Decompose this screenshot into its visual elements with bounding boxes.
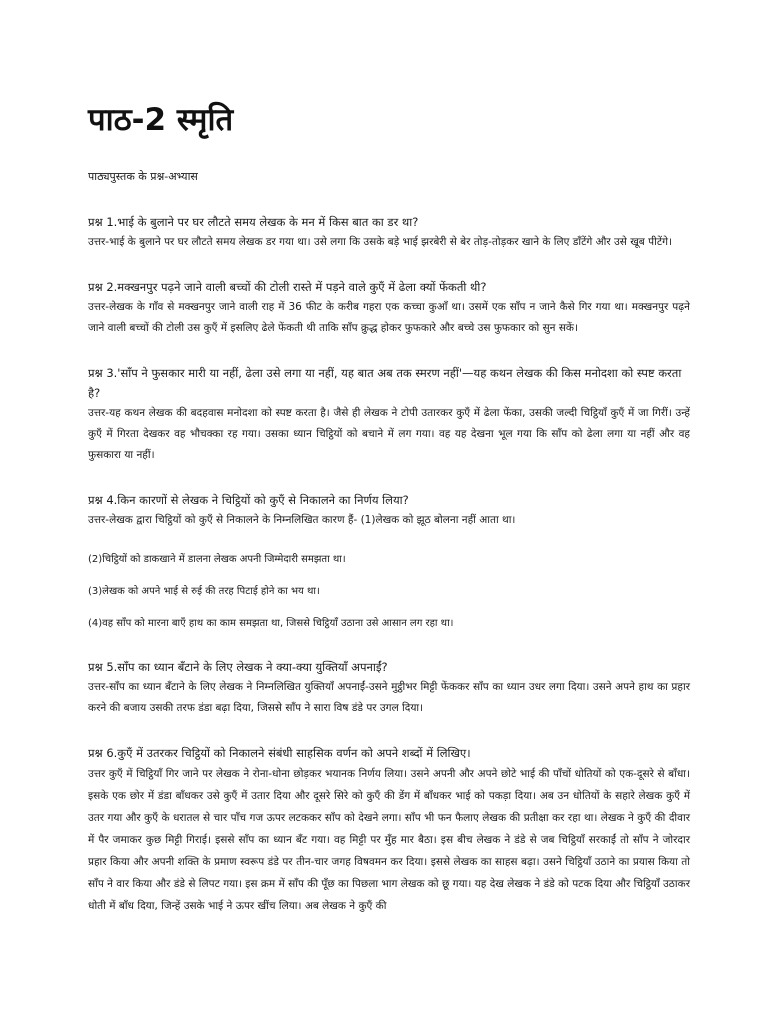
question-2: प्रश्न 2.मक्खनपुर पढ़ने जाने वाली बच्चों की टोली रास्ते में पड़ने वाले कुएँ में ढेला क्यों फेंकती थी? — [88, 280, 487, 294]
page-subtitle: पाठ्यपुस्तक के प्रश्न-अभ्यास — [88, 170, 198, 183]
answer-4-point: (2)चिट्ठियों को डाकखाने में डालना लेखक अपनी जिम्मेदारी समझता था। — [88, 554, 346, 565]
question-block-4 — [88, 490, 690, 633]
answer-6: उत्तर कुएँ में चिट्ठियाँ गिर जाने पर लेखक ने रोना-धोना छोड़कर भयानक निर्णय लिया। उसने अपनी और अपने छोटे भाई की पाँचों धोतियों को एक-दूसरे से बाँधा। इसके एक छोर में डंडा बाँधकर उसे कुएँ में उतार दिया और दूसरे सिरे को कुएँ की डेंग में बाँधकर भाई को पकड़ा दिया। अब उन धोतियों के सहारे लेखक कुएँ में उतर गया और कुएँ के धरातल से चार पाँच गज ऊपर लटककर साँप को देखने लगा। साँप भी फन फैलाए लेखक की प्रतीक्षा कर रहा था। लेखक ने कुएँ की दीवार में पैर जमाकर कुछ मिट्टी गिराई। इससे साँप का ध्यान बँट गया। वह मिट्टी पर मुँह मार बैठा। इस बीच लेखक ने डंडे से जब चिट्ठियाँ सरकाईं तो साँप ने जोरदार प्रहार किया और अपनी शक्ति के प्रमाण स्वरूप डंडे पर तीन-चार जगह विषवमन कर दिया। इससे लेखक का साहस बढ़ा। उसने चिट्ठियाँ उठाने का प्रयास किया तो साँप ने वार किया और डंडे से लिपट गया। इस क्रम में साँप की पूँछ का पिछला भाग लेखक को छू गया। यह देख लेखक ने डंडे को पटक दिया और चिट्ठियाँ उठाकर धोती में बाँध दिया, जिन्हें उसके भाई ने ऊपर खींच लिया। अब लेखक ने कुएँ की — [88, 768, 690, 912]
question-block-1 — [88, 212, 690, 253]
question-block-6 — [88, 743, 690, 917]
question-1: प्रश्न 1.भाई के बुलाने पर घर लौटते समय लेखक के मन में किस बात का डर था? — [88, 215, 419, 229]
question-block-5 — [88, 657, 690, 719]
question-4: प्रश्न 4.किन कारणों से लेखक ने चिट्ठियों को कुएँ से निकालने का निर्णय लिया? — [88, 493, 409, 507]
answer-5: उत्तर-साँप का ध्यान बँटाने के लिए लेखक ने निम्नलिखित युक्तियाँ अपनाईं-उसने मुट्ठीभर मिट्टी फेंककर साँप का ध्यान उधर लगा दिया। उसने अपने हाथ का प्रहार करने की बजाय उसकी तरफ डंडा बढ़ा दिया, जिससे साँप ने सारा विष डंडे पर उगल दिया। — [88, 681, 690, 714]
answer-3: उत्तर-यह कथन लेखक की बदहवास मनोदशा को स्पष्ट करता है। जैसे ही लेखक ने टोपी उतारकर कुएँ में ढेला फेंका, उसकी जल्दी चिट्ठियाँ कुएँ में जा गिरीं। उन्हें कुएँ में गिरता देखकर वह भौचक्का रह गया। उसका ध्यान चिट्ठियों को बचाने में लग गया। वह यह देखना भूल गया कि साँप को ढेला लगा या नहीं और वह फुसकारा या नहीं। — [88, 407, 690, 461]
answer-4-point: (3)लेखक को अपने भाई से रुई की तरह पिटाई होने का भय था। — [88, 586, 320, 597]
answer-4: उत्तर-लेखक द्वारा चिट्ठियों को कुएँ से निकालने के निम्नलिखित कारण हैं- (1)लेखक को झूठ बोलना नहीं आता था। — [88, 514, 516, 526]
answer-1: उत्तर-भाई के बुलाने पर घर लौटते समय लेखक डर गया था। उसे लगा कि उसके बड़े भाई झरबेरी से बेर तोड़-तोड़कर खाने के लिए डाँटेंगे और उसे खूब पीटेंगे। — [88, 236, 672, 248]
question-block-2 — [88, 277, 690, 339]
answer-4-point: (4)वह साँप को मारना बाएँ हाथ का काम समझता था, जिससे चिट्ठियाँ उठाना उसे आसान लग रहा था। — [88, 618, 454, 629]
question-5: प्रश्न 5.साँप का ध्यान बँटाने के लिए लेखक ने क्या-क्या युक्तियाँ अपनाईं? — [88, 660, 388, 674]
page-title: पाठ-2 स्मृति — [88, 102, 234, 138]
answer-2: उत्तर-लेखक के गाँव से मक्खनपुर जाने वाली राह में 36 फीट के करीब गहरा एक कच्चा कुआँ था। उसमें एक साँप न जाने कैसे गिर गया था। मक्खनपुर पढ़ने जाने वाली बच्चों की टोली उस कुएँ में इसलिए ढेले फेंकती थी ताकि साँप क्रुद्ध होकर फुफकारे और बच्चे उस फुफकार को सुन सकें। — [88, 301, 690, 334]
question-3: प्रश्न 3.'साँप ने फुसकार मारी या नहीं, ढेला उसे लगा या नहीं, यह बात अब तक स्मरण नहीं'—यह कथन लेखक की किस मनोदशा को स्पष्ट करता है? — [88, 366, 682, 400]
question-6: प्रश्न 6.कुएँ में उतरकर चिट्ठियों को निकालने संबंधी साहसिक वर्णन को अपने शब्दों में लिखिए। — [88, 746, 471, 760]
question-block-3 — [88, 363, 690, 466]
